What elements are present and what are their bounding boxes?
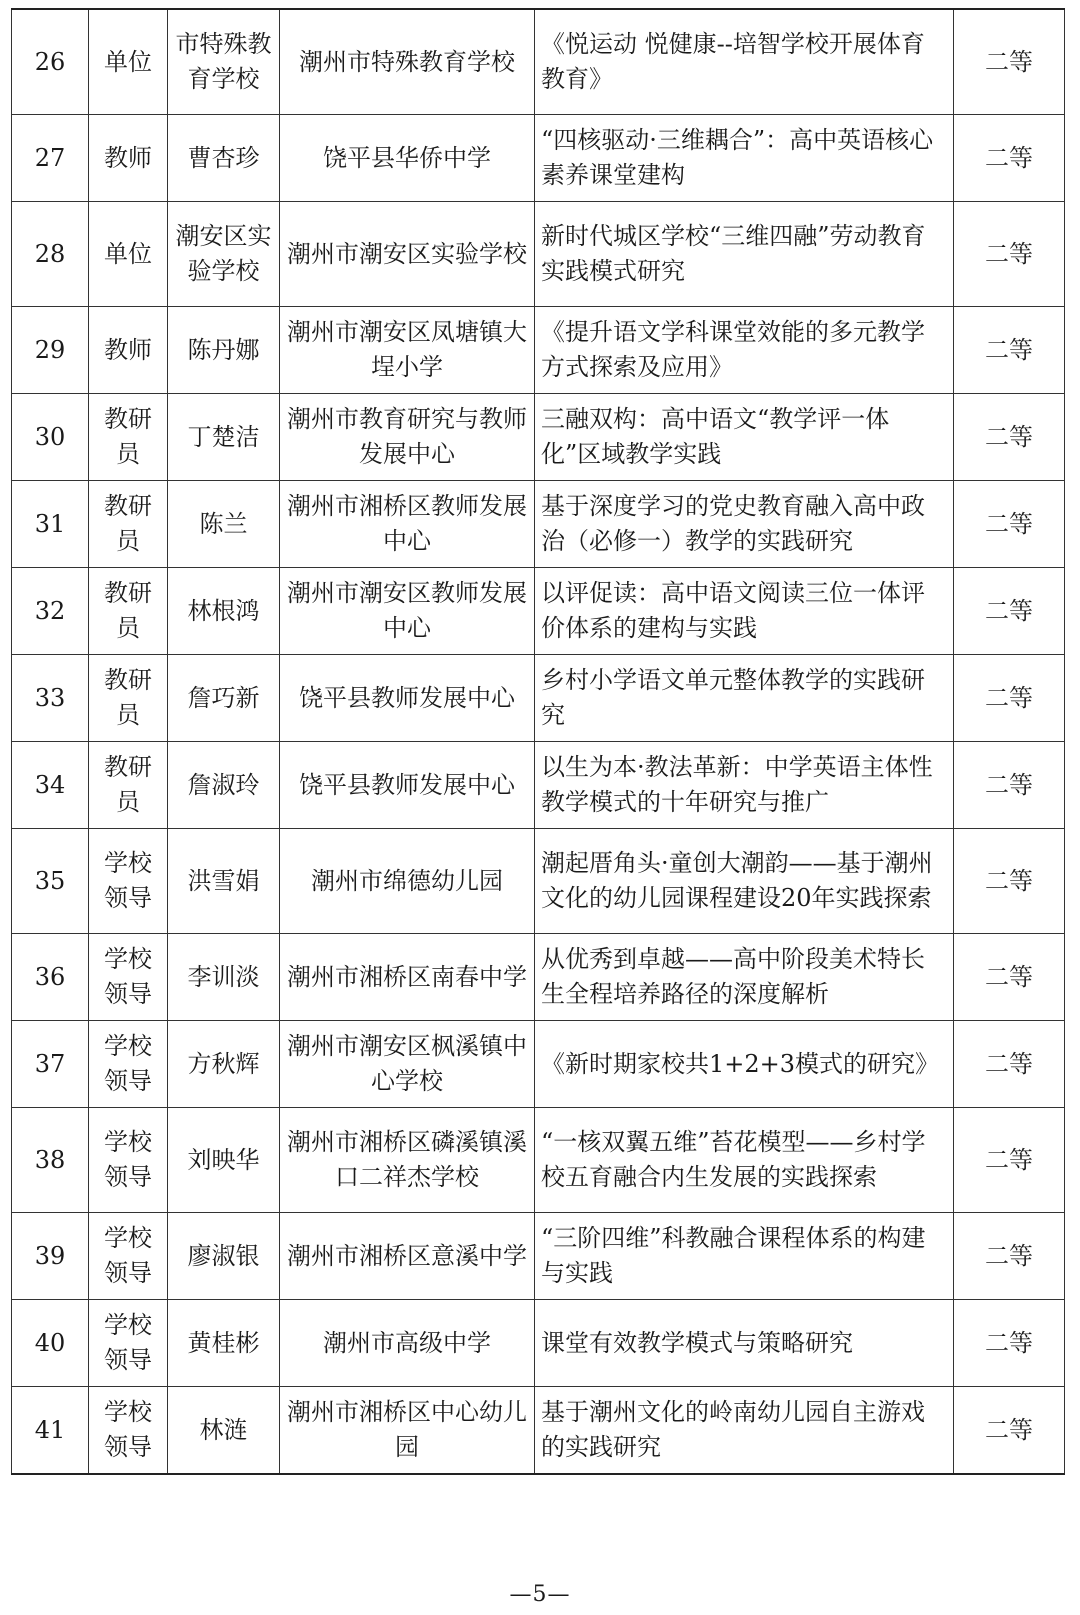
award-cell: 二等: [954, 1213, 1065, 1300]
row-number-cell: 34: [12, 742, 89, 829]
table-row: [12, 1387, 1065, 1475]
unit-cell: 潮州市绵德幼儿园: [280, 829, 535, 934]
row-number-cell: 27: [12, 115, 89, 202]
name-cell: 林涟: [168, 1387, 280, 1475]
row-number-cell: 29: [12, 307, 89, 394]
award-cell: 二等: [954, 1300, 1065, 1387]
table-row: [12, 394, 1065, 481]
name-cell: 陈兰: [168, 481, 280, 568]
category-cell: 学校领导: [89, 829, 168, 934]
title-cell: 新时代城区学校“三维四融”劳动教育实践模式研究: [535, 202, 954, 307]
unit-cell: 潮州市湘桥区意溪中学: [280, 1213, 535, 1300]
unit-cell: 潮州市潮安区凤塘镇大埕小学: [280, 307, 535, 394]
name-cell: 潮安区实验学校: [168, 202, 280, 307]
table-row: [12, 655, 1065, 742]
table-row: [12, 742, 1065, 829]
unit-cell: 潮州市湘桥区南春中学: [280, 934, 535, 1021]
award-cell: 二等: [954, 307, 1065, 394]
award-cell: 二等: [954, 481, 1065, 568]
name-cell: 曹杏珍: [168, 115, 280, 202]
table-row: [12, 1213, 1065, 1300]
category-cell: 学校领导: [89, 1213, 168, 1300]
name-cell: 陈丹娜: [168, 307, 280, 394]
table-row: [12, 9, 1065, 115]
award-cell: 二等: [954, 115, 1065, 202]
award-cell: 二等: [954, 1108, 1065, 1213]
table-row: [12, 1108, 1065, 1213]
name-cell: 刘映华: [168, 1108, 280, 1213]
row-number-cell: 36: [12, 934, 89, 1021]
table-row: [12, 1300, 1065, 1387]
title-cell: “一核双翼五维”苔花模型——乡村学校五育融合内生发展的实践探索: [535, 1108, 954, 1213]
row-number-cell: 38: [12, 1108, 89, 1213]
row-number-cell: 41: [12, 1387, 89, 1475]
category-cell: 学校领导: [89, 1021, 168, 1108]
title-cell: 以评促读：高中语文阅读三位一体评价体系的建构与实践: [535, 568, 954, 655]
category-cell: 教研员: [89, 394, 168, 481]
table-row: [12, 202, 1065, 307]
name-cell: 林根鸿: [168, 568, 280, 655]
award-cell: 二等: [954, 934, 1065, 1021]
table-row: [12, 934, 1065, 1021]
awards-table: [11, 8, 1065, 1475]
category-cell: 教师: [89, 307, 168, 394]
unit-cell: 潮州市湘桥区教师发展中心: [280, 481, 535, 568]
award-cell: 二等: [954, 394, 1065, 481]
unit-cell: 潮州市教育研究与教师发展中心: [280, 394, 535, 481]
name-cell: 洪雪娟: [168, 829, 280, 934]
row-number-cell: 39: [12, 1213, 89, 1300]
unit-cell: 潮州市潮安区实验学校: [280, 202, 535, 307]
table-row: [12, 115, 1065, 202]
table-row: [12, 568, 1065, 655]
name-cell: 市特殊教育学校: [168, 9, 280, 115]
unit-cell: 饶平县教师发展中心: [280, 655, 535, 742]
award-cell: 二等: [954, 655, 1065, 742]
title-cell: 潮起厝角头·童创大潮韵——基于潮州文化的幼儿园课程建设20年实践探索: [535, 829, 954, 934]
name-cell: 廖淑银: [168, 1213, 280, 1300]
row-number-cell: 32: [12, 568, 89, 655]
name-cell: 李训淡: [168, 934, 280, 1021]
unit-cell: 潮州市高级中学: [280, 1300, 535, 1387]
table-row: [12, 481, 1065, 568]
page-number: —5—: [509, 1582, 571, 1607]
title-cell: 《新时期家校共1+2+3模式的研究》: [535, 1021, 954, 1108]
name-cell: 詹淑玲: [168, 742, 280, 829]
name-cell: 方秋辉: [168, 1021, 280, 1108]
table-row: [12, 829, 1065, 934]
award-cell: 二等: [954, 829, 1065, 934]
award-cell: 二等: [954, 568, 1065, 655]
award-cell: 二等: [954, 1021, 1065, 1108]
row-number-cell: 33: [12, 655, 89, 742]
awards-table-body: [12, 9, 1065, 1474]
title-cell: 基于深度学习的党史教育融入高中政治（必修一）教学的实践研究: [535, 481, 954, 568]
unit-cell: 潮州市潮安区教师发展中心: [280, 568, 535, 655]
title-cell: 从优秀到卓越——高中阶段美术特长生全程培养路径的深度解析: [535, 934, 954, 1021]
category-cell: 单位: [89, 9, 168, 115]
title-cell: “三阶四维”科教融合课程体系的构建与实践: [535, 1213, 954, 1300]
title-cell: 《悦运动 悦健康--培智学校开展体育教育》: [535, 9, 954, 115]
title-cell: 三融双构：高中语文“教学评一体化”区域教学实践: [535, 394, 954, 481]
category-cell: 教研员: [89, 481, 168, 568]
title-cell: 乡村小学语文单元整体教学的实践研究: [535, 655, 954, 742]
name-cell: 丁楚洁: [168, 394, 280, 481]
award-cell: 二等: [954, 1387, 1065, 1475]
row-number-cell: 37: [12, 1021, 89, 1108]
title-cell: 《提升语文学科课堂效能的多元教学方式探索及应用》: [535, 307, 954, 394]
unit-cell: 饶平县华侨中学: [280, 115, 535, 202]
table-row: [12, 307, 1065, 394]
award-cell: 二等: [954, 742, 1065, 829]
category-cell: 教研员: [89, 655, 168, 742]
row-number-cell: 35: [12, 829, 89, 934]
row-number-cell: 40: [12, 1300, 89, 1387]
category-cell: 学校领导: [89, 934, 168, 1021]
table-row: [12, 1021, 1065, 1108]
title-cell: “四核驱动·三维耦合”：高中英语核心素养课堂建构: [535, 115, 954, 202]
award-cell: 二等: [954, 9, 1065, 115]
category-cell: 教研员: [89, 568, 168, 655]
award-cell: 二等: [954, 202, 1065, 307]
row-number-cell: 28: [12, 202, 89, 307]
title-cell: 课堂有效教学模式与策略研究: [535, 1300, 954, 1387]
unit-cell: 饶平县教师发展中心: [280, 742, 535, 829]
row-number-cell: 31: [12, 481, 89, 568]
category-cell: 学校领导: [89, 1387, 168, 1475]
unit-cell: 潮州市湘桥区中心幼儿园: [280, 1387, 535, 1475]
title-cell: 基于潮州文化的岭南幼儿园自主游戏的实践研究: [535, 1387, 954, 1475]
name-cell: 詹巧新: [168, 655, 280, 742]
name-cell: 黄桂彬: [168, 1300, 280, 1387]
title-cell: 以生为本·教法革新：中学英语主体性教学模式的十年研究与推广: [535, 742, 954, 829]
row-number-cell: 26: [12, 9, 89, 115]
unit-cell: 潮州市湘桥区磷溪镇溪口二祥杰学校: [280, 1108, 535, 1213]
category-cell: 教研员: [89, 742, 168, 829]
category-cell: 学校领导: [89, 1108, 168, 1213]
unit-cell: 潮州市特殊教育学校: [280, 9, 535, 115]
unit-cell: 潮州市潮安区枫溪镇中心学校: [280, 1021, 535, 1108]
category-cell: 教师: [89, 115, 168, 202]
category-cell: 学校领导: [89, 1300, 168, 1387]
category-cell: 单位: [89, 202, 168, 307]
row-number-cell: 30: [12, 394, 89, 481]
